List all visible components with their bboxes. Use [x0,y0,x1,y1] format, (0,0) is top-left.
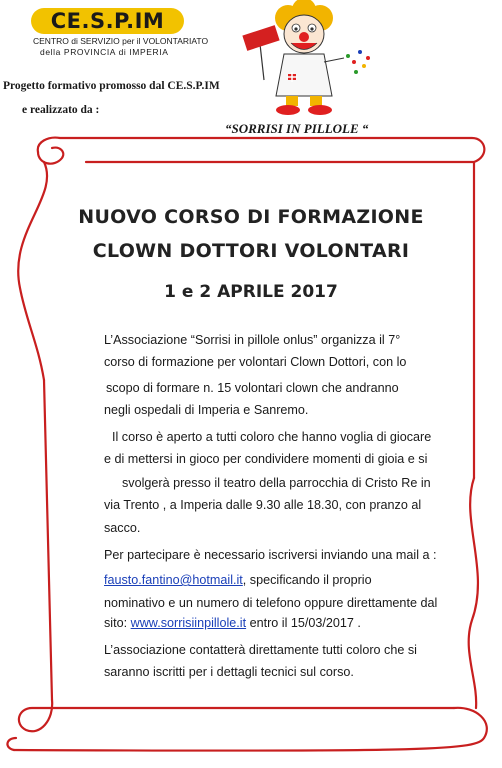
association-slogan: “SORRISI IN PILLOLE “ [225,121,369,136]
body-line: sacco. [104,521,141,535]
email-link[interactable]: fausto.fantino@hotmail.it [104,573,243,587]
body-line: scopo di formare n. 15 volontari clown che andranno [106,381,399,395]
logo-name: CE.S.P.IM [50,9,165,33]
logo-subtitle-2: della PROVINCIA di IMPERIA [40,47,169,57]
body-line: Il corso è aperto a tutti coloro che hanno voglia di giocare [112,430,432,444]
body-text: sito: [104,616,131,630]
website-link[interactable]: www.sorrisiinpillole.it [130,616,247,630]
course-date: 1 e 2 APRILE 2017 [164,282,338,302]
body-line [104,616,361,630]
body-line: L’associazione contatterà direttamente tutti coloro che si [104,643,417,657]
body-line: negli ospedali di Imperia e Sanremo. [104,403,309,417]
realized-line: e realizzato da : [22,104,100,116]
body-line: svolgerà presso il teatro della parrocchia di Cristo Re in [122,476,431,490]
body-line: Per partecipare è necessario iscriversi inviando una mail a : [104,548,437,562]
logo-subtitle-1: CENTRO di SERVIZIO per il VOLONTARIATO [33,36,209,46]
body-line: saranno iscritti per i dettagli tecnici sul corso. [104,665,354,679]
body-line: e di mettersi in gioco per condividere momenti di gioia e si [104,452,428,466]
title-line-2: CLOWN DOTTORI VOLONTARI [92,240,410,262]
body-text: entro il 15/03/2017 . [246,616,361,630]
body-line: via Trento , a Imperia dalle 9.30 alle 18.30, con pranzo al [104,498,422,512]
body-line: L’Associazione “Sorrisi in pillole onlus” organizza il 7° [104,333,401,347]
body-line: corso di formazione per volontari Clown Dottori, con lo [104,355,407,369]
body-text: , specificando il proprio [242,573,372,587]
title-line-1: NUOVO CORSO DI FORMAZIONE [78,206,424,228]
project-line: Progetto formativo promosso dal CE.S.P.IM [3,80,220,92]
body-line [104,573,372,587]
body-line: nominativo e un numero di telefono oppure direttamente dal [104,596,438,610]
